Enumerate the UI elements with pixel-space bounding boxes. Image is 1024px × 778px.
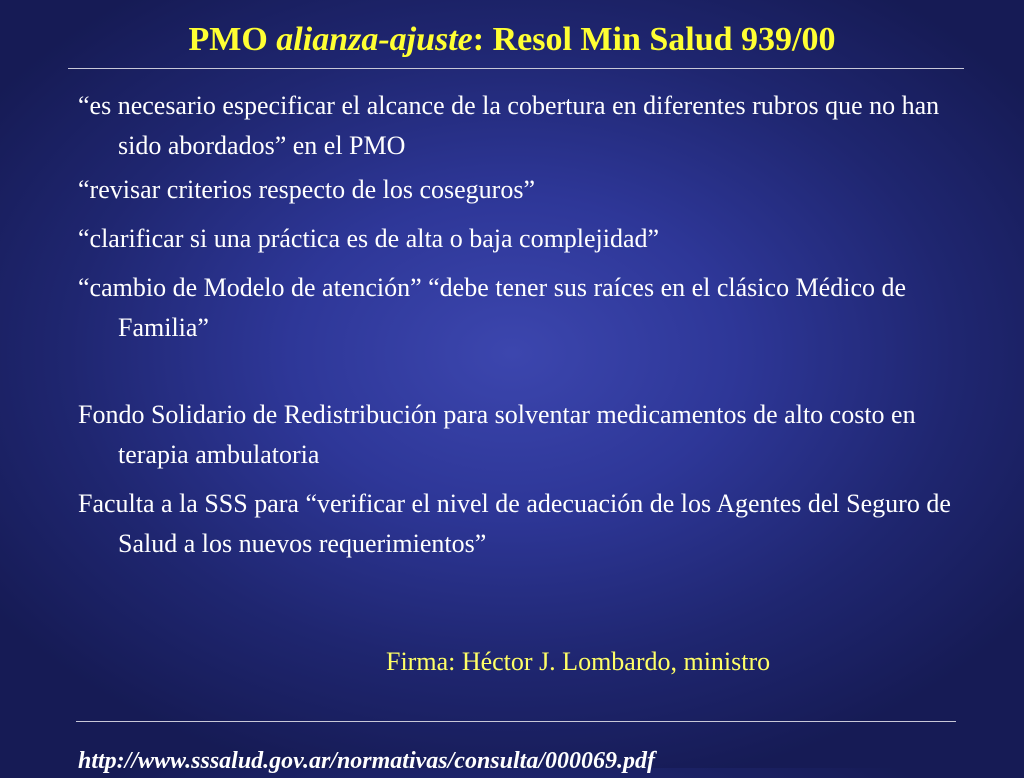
slide-body xyxy=(78,86,968,564)
title-divider xyxy=(68,68,964,69)
paragraph-complexity: “clarificar si una práctica es de alta o baja complejidad” xyxy=(78,224,660,253)
paragraph-copayments: “revisar criterios respecto de los coseguros” xyxy=(78,175,535,204)
paragraph-solidarity-fund: Fondo Solidario de Redistribución para solventar medicamentos de alto costo en terapia ambulatoria xyxy=(78,400,916,469)
signature: Firma: Héctor J. Lombardo, ministro xyxy=(386,647,771,676)
source-url: http://www.sssalud.gov.ar/normativas/consulta/000069.pdf xyxy=(78,748,655,774)
paragraph-care-model: “cambio de Modelo de atención” “debe tener sus raíces en el clásico Médico de Familia” xyxy=(78,273,907,342)
title-italic: alianza-ajuste xyxy=(276,21,473,58)
footer-divider xyxy=(76,721,956,722)
paragraph-coverage: “es necesario especificar el alcance de la cobertura en diferentes rubros que no han sido abordados” en el PMO xyxy=(78,91,940,160)
title-suffix: : Resol Min Salud 939/00 xyxy=(472,21,836,58)
slide-title xyxy=(0,18,1024,62)
title-prefix: PMO xyxy=(188,21,277,58)
paragraph-sss-authority: Faculta a la SSS para “verificar el nivel de adecuación de los Agentes del Seguro de Salud a los nuevos requerimientos” xyxy=(78,489,951,558)
